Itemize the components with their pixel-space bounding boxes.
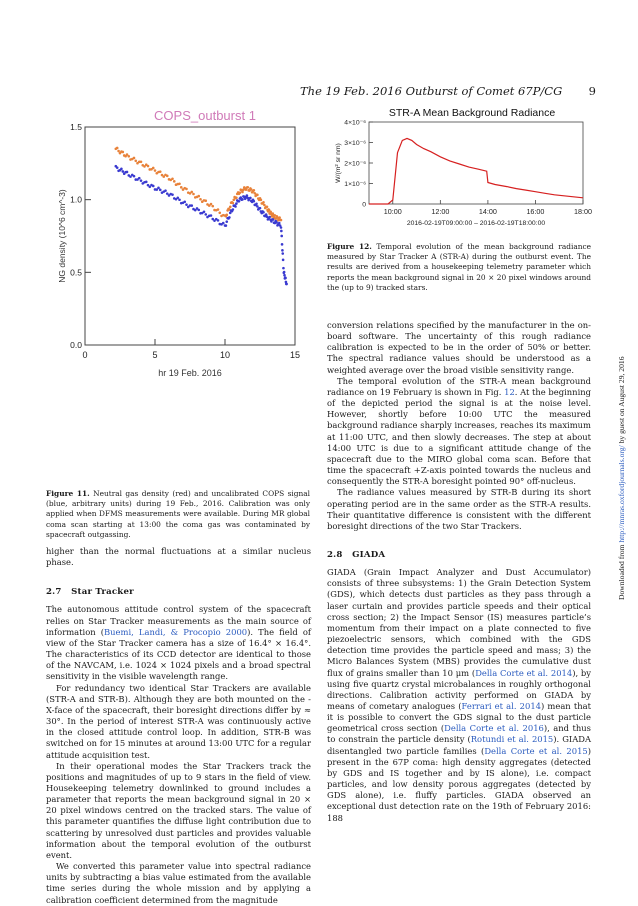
- fig11-xtick-label: 10: [219, 350, 231, 360]
- fig11-ytick-label: 1.0: [70, 194, 82, 205]
- fig11-ylabel: NG density (10^6 cm^-3): [57, 189, 67, 283]
- fig11-point: [134, 159, 137, 162]
- right-para-3: The radiance values measured by STR-B during its short operating period are in the same order as the STR-A results. Their quantitative difference is consistent with the different boresight directions of the two Star Trackers.: [327, 487, 591, 531]
- fig11-point: [239, 191, 242, 194]
- left-para-2: For redundancy two identical Star Trackers are available (STR-A and STR-B). Although they are both mounted on the -X-face of the spacecraft, their boresight directions differ by ≈ 30°. In the period of interest STR-A was continuously active in the closed attitude control loop. In addition, STR-B was switched on for 15 minutes at around 13:00 UTC for a regular attitude acquisition test.: [46, 682, 311, 760]
- fig11-point: [256, 205, 259, 208]
- fig11-point: [272, 218, 275, 221]
- fig11-point: [122, 170, 125, 173]
- fig11-point: [235, 202, 238, 205]
- fig11-xlabel: hr 19 Feb. 2016: [158, 368, 222, 378]
- left-para-3: In their operational modes the Star Trackers track the positions and magnitudes of up to 9 stars in the field of view. Housekeeping telemetry downlinked to ground includes a parameter that reports the mean background signal in 20 × 20 pixel windows centred on the tracked stars. The value of this parameter quantifies the diffuse light contribution due to scattering by unresolved dust particles and provides valuable information about the temporal evolution of the outburst event.: [46, 760, 311, 860]
- fig12-xlabel: 2016-02-19T09:00:00 – 2016-02-19T18:00:00: [406, 220, 546, 227]
- section-2-8-heading: 2.8 GIADA: [327, 549, 386, 560]
- fig11-point: [259, 207, 262, 210]
- fig12-axes: [344, 120, 592, 217]
- fig12-xtick-label: 14:00: [478, 207, 497, 216]
- fig11-caption-label: Figure 11.: [46, 489, 90, 498]
- fig11-xtick-label: 0: [82, 350, 88, 360]
- fig11-axes: [70, 122, 300, 360]
- fig11-point: [283, 274, 286, 277]
- fig12-caption-text: Temporal evolution of the mean background radiance measured by Star Tracker A (STR-A) during the outburst event. The results are derived from a housekeeping telemetry parameter which reports the mean background signal in 20 × 20 pixel windows around the (up to 9) tracked stars.: [327, 242, 591, 292]
- fig11-point: [232, 202, 235, 205]
- fig11-point: [280, 226, 283, 229]
- fig11-chart: [55, 100, 305, 380]
- fig11-point: [154, 169, 157, 172]
- fig11-title: COPS_outburst 1: [154, 108, 256, 123]
- download-url-link[interactable]: http://mnras.oxfordjournals.org/: [617, 445, 626, 543]
- fig11-point: [280, 230, 283, 233]
- fig11-point: [126, 171, 129, 174]
- fig11-point: [260, 199, 263, 202]
- fig11-ytick-label: 0.0: [70, 340, 82, 350]
- fig11-point: [246, 186, 249, 189]
- fig11-point: [281, 249, 284, 252]
- fig11-point: [171, 193, 174, 196]
- citation-link[interactable]: Della Corte et al. 2015: [484, 745, 588, 756]
- download-sidebar: Downloaded from http://mnras.oxfordjournals.org/ by guest on August 29, 2016: [617, 356, 626, 600]
- fig11-point: [173, 180, 176, 183]
- fig11-point: [234, 205, 237, 208]
- fig11-points: [115, 147, 288, 286]
- fig12-ytick-label: 3×10⁻⁶: [344, 140, 366, 147]
- fig11-caption-text: Neutral gas density (red) and uncalibrated COPS signal (blue, arbitrary units) during 19 Feb., 2016. Calibration was only applied when DFMS measurements were available. During MR global coma scan starting at 13:00 the coma gas was contaminated by spacecraft outgassing.: [46, 489, 311, 539]
- fig11-point: [262, 201, 265, 204]
- fig11-point: [199, 198, 202, 201]
- fig11-caption: [46, 489, 310, 540]
- fig11-point: [285, 283, 288, 286]
- fig11-point: [140, 160, 143, 163]
- fig11-point: [197, 209, 200, 212]
- fig11-point: [204, 213, 207, 216]
- fig11-ytick-label: 1.5: [70, 122, 82, 132]
- fig11-point: [263, 204, 266, 207]
- fig11-point: [253, 200, 256, 203]
- fig11-point: [120, 168, 123, 171]
- fig11-point: [190, 204, 193, 207]
- fig11-point: [159, 170, 162, 173]
- fig12-ytick-label: 2×10⁻⁶: [344, 160, 366, 168]
- fig11-point: [280, 219, 283, 222]
- fig11-point: [249, 197, 252, 200]
- fig12-series-line: [369, 138, 583, 204]
- left-para-4: We converted this parameter value into spectral radiance units by subtracting a bias value estimated from the available time series during the whole mission and by applying a calibration coefficient determined from the magnitude: [46, 861, 311, 905]
- fig11-point: [268, 216, 271, 219]
- fig12-ytick-label: 0: [362, 201, 366, 209]
- fig11-plot-frame: [85, 127, 295, 345]
- fig11-point: [171, 177, 174, 180]
- fig11-point: [147, 165, 150, 168]
- fig11-point: [281, 243, 284, 246]
- fig11-point: [278, 222, 281, 225]
- section-2-7-heading: 2.7 Star Tracker: [46, 587, 134, 598]
- fig11-point: [218, 211, 221, 214]
- fig12-caption-label: Figure 12.: [327, 242, 372, 251]
- page-number: 9: [588, 84, 596, 98]
- fig11-point: [178, 198, 181, 201]
- citation-link[interactable]: Della Corte et al. 2014: [475, 667, 573, 678]
- fig12-ytick-label: 4×10⁻⁶: [344, 119, 366, 127]
- fig11-point: [281, 252, 284, 255]
- fig11-point: [256, 194, 259, 197]
- citation-link[interactable]: Della Corte et al. 2016: [444, 723, 544, 734]
- fig11-point: [178, 182, 181, 185]
- fig11-point: [152, 167, 155, 170]
- citation-link[interactable]: Buemi, Landi, & Procopio 2000: [104, 626, 248, 637]
- fig11-point: [266, 205, 269, 208]
- fig11-point: [241, 198, 244, 201]
- fig12-plot-frame: [369, 122, 583, 204]
- right-column: [327, 320, 591, 824]
- fig11-point: [197, 195, 200, 198]
- fig11-point: [157, 187, 160, 190]
- fig11-xtick-label: 5: [152, 350, 158, 360]
- fig11-point: [116, 147, 119, 150]
- fig11-point: [255, 202, 258, 205]
- fig11-point: [133, 157, 136, 160]
- fig11-point: [238, 200, 241, 203]
- fig11-point: [229, 206, 232, 209]
- citation-link[interactable]: Rotundi et al. 2015: [470, 734, 554, 745]
- fig11-point: [145, 181, 148, 184]
- left-column: [46, 546, 311, 906]
- fig12-xtick-label: 12:00: [431, 207, 450, 216]
- fig11-point: [211, 205, 214, 208]
- fig11-point: [138, 177, 141, 180]
- fig11-point: [284, 277, 287, 280]
- fig11-point: [166, 175, 169, 178]
- fig11-point: [210, 214, 213, 217]
- fig11-point: [204, 199, 207, 202]
- fig12-xtick-label: 16:00: [526, 207, 545, 216]
- fig11-point: [217, 219, 220, 222]
- fig12-ylabel: W/(m² sr nm): [335, 143, 342, 183]
- fig11-point: [152, 185, 155, 188]
- fig11-point: [282, 267, 285, 270]
- fig11-point: [228, 216, 231, 219]
- fig11-point: [275, 221, 278, 224]
- fig11-point: [140, 179, 143, 182]
- fig11-point: [210, 203, 213, 206]
- fig12-xtick-label: 10:00: [383, 207, 402, 216]
- fig11-point: [203, 210, 206, 213]
- fig12-title: STR-A Mean Background Radiance: [388, 107, 556, 119]
- figure-ref-link[interactable]: 12: [504, 386, 515, 397]
- fig11-point: [133, 175, 136, 178]
- fig11-point: [159, 189, 162, 192]
- left-para-1: The autonomous attitude control system of the spacecraft relies on Star Tracker measurements as the main source of information (Buemi, Landi, & Procopio 2000). The field of view of the Star Tracker camera has a size of 16.4° × 16.4°. The characteristics of its CCD detector are identical to those of the NAVCAM, i.e. 1024 × 1024 pixels and a broad spectral sensitivity in the visible wavelength range.: [46, 604, 311, 682]
- right-para-4: GIADA (Grain Impact Analyzer and Dust Accumulator) consists of three subsystems: 1) the Grain Detection System (GDS), which detects dust particles as they pass through a laser curtain and provides particle speeds and their optical cross section; 2) the Impact Sensor (IS) measures particle’s momentum from their impact on a plate connected to five piezoelectric sensors, which combined with the GDS detection time provides the particle speed and mass; 3) the Micro Balances System (MBS) provides the cumulative dust flux of grains smaller than 10 μm (Della Corte et al. 2014), by using five quartz crystal microbalances in roughly orthogonal directions. Calibration activity performed on GIADA by means of cometary analogues (Ferrari et al. 2014) mean that it is possible to convert the GDS signal to the dust particle geometrical cross section (Della Corte et al. 2016), and thus to constrain the particle density (Rotundi et al. 2015). GIADA disentangled two particle families (Della Corte et al. 2015) present in the 67P coma: high density aggregates (detected by GDS and IS together and by IS alone), i.e. compact particles, and low density porous aggregates (detected by GDS alone), i.e. fluffy particles. GIADA observed an exceptional dust detection rate on the 19th of February 2016: 188: [327, 567, 592, 823]
- fig11-point: [235, 196, 238, 199]
- fig11-point: [164, 189, 167, 192]
- fig11-point: [176, 196, 179, 199]
- fig11-point: [225, 224, 228, 227]
- fig11-point: [185, 203, 188, 206]
- fig11-point: [192, 193, 195, 196]
- fig11-point: [232, 208, 235, 211]
- citation-link[interactable]: Ferrari et al. 2014: [461, 701, 541, 711]
- fig11-point: [246, 194, 249, 197]
- left-para-0: higher than the normal fluctuations at a similar nucleus phase.: [46, 546, 311, 568]
- fig12-chart: [327, 104, 592, 227]
- fig11-point: [282, 259, 285, 262]
- right-para-1: conversion relations specified by the manufacturer in the on-board software. The uncertainty of this rough radiance calibration is expected to be in the order of 50% or better. The spectral radiance values should be understood as a weighted average over the broad visible sensitivity range.: [327, 320, 591, 375]
- running-title: The 19 Feb. 2016 Outburst of Comet 67P/CG: [300, 84, 563, 98]
- fig11-ytick-label: 0.5: [70, 267, 82, 278]
- fig11-point: [225, 214, 228, 217]
- fig11-point: [217, 208, 220, 211]
- fig11-point: [280, 235, 283, 238]
- fig11-point: [183, 200, 186, 203]
- fig11-point: [283, 271, 286, 274]
- fig11-point: [278, 216, 281, 219]
- fig11-point: [180, 186, 183, 189]
- fig11-point: [116, 166, 119, 169]
- fig11-point: [253, 189, 256, 192]
- fig11-point: [122, 151, 125, 154]
- fig11-point: [262, 211, 265, 214]
- fig11-point: [222, 222, 225, 225]
- fig11-point: [190, 191, 193, 194]
- fig11-xtick-label: 15: [289, 350, 301, 360]
- fig11-point: [127, 155, 130, 158]
- right-para-2: The temporal evolution of the STR-A mean background radiance on 19 February is shown in Fig. 12. At the beginning of the depicted period the signal is at the noise level. However, shortly before 10:00 UTC the measured background radiance sharply increases, reaches its maximum at 11:00 UTC, and then slowly decreases. The step at about 14:00 UTC is due to a significant attitude change of the spacecraft due to the MIRO global coma scan. Before that time the spacecraft +Z-axis pointed towards the nucleus and consequently the STR-A boresight pointed 90° off-nucleus.: [327, 375, 592, 487]
- fig11-point: [241, 191, 244, 194]
- running-header: [300, 84, 596, 98]
- fig11-point: [185, 188, 188, 191]
- fig12-ytick-label: 1×10⁻⁶: [344, 181, 366, 188]
- fig12-xtick-label: 18:00: [574, 207, 592, 216]
- fig12-caption: [327, 242, 591, 293]
- fig11-point: [225, 220, 228, 223]
